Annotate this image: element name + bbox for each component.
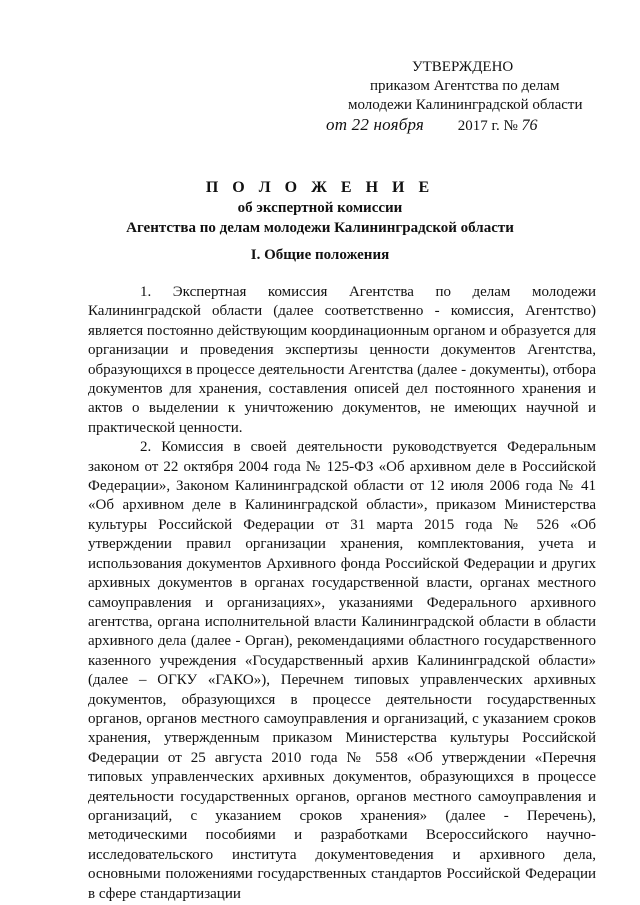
document-subtitle-2: Агентства по делам молодежи Калининградской области bbox=[126, 220, 514, 236]
document-title: П О Л О Ж Е Н И Е bbox=[205, 179, 435, 196]
approval-date-line bbox=[326, 115, 608, 136]
document-subtitle-1: об экспертной комиссии bbox=[237, 200, 403, 216]
approval-date-handwritten: от 22 ноября bbox=[326, 115, 425, 134]
document-body bbox=[88, 283, 596, 904]
paragraph-2: 2. Комиссия в своей деятельности руководствуется Федеральным законом от 22 октября 2004 года № 125-ФЗ «Об архивном деле в Российской Федерации», Законом Калининградской области от 12 июля 2006 года № 41 «Об архивном деле в Калининградской области», приказом Министерства культуры Российской Федерации от 31 марта 2015 года № 526 «Об утверждении правил организации хранения, комплектования, учета и использования документов Архивного фонда Российской Федерации и других архивных документов в органах государственной власти, органах местного самоуправления и организациях», указаниями Федерального архивного агентства, органа исполнительной власти Калининградской области в области архивного дела (далее - Орган), рекомендациями областного государственного казенного учреждения «Государственный архив Калининградской области» (далее – ОГКУ «ГАКО»), Перечнем типовых управленческих архивных документов, образующихся в процессе деятельности государственных органов, органов местного самоуправления и организаций, с указанием сроков хранения, утвержденным приказом Министерства культуры Российской Федерации от 25 августа 2010 года № 558 «Об утверждении «Перечня типовых управленческих архивных документов, образующихся в процессе деятельности государственных органов, органов местного самоуправления и организаций, с указанием сроков хранения» (далее - Перечень), методическими пособиями и разработками Всероссийского научно-исследовательского института документоведения и архивного дела, основными положениями государственных стандартов Российской Федерации в сфере стандартизации bbox=[88, 439, 596, 902]
approval-agency-line: молодежи Калининградской области bbox=[348, 97, 583, 113]
approval-year-number: 2017 г. № bbox=[457, 118, 518, 134]
approval-number-handwritten: 76 bbox=[521, 117, 538, 134]
approval-order-line: приказом Агентства по делам bbox=[370, 78, 560, 94]
approval-stamp bbox=[326, 58, 608, 136]
approval-title: УТВЕРЖДЕНО bbox=[412, 59, 514, 75]
paragraph-1: 1. Экспертная комиссия Агентства по делам молодежи Калининградской области (далее соответственно - комиссия, Агентство) является постоянно действующим координационным органом и образуется для организации и проведения экспертизы ценности документов Агентства, образующихся в процессе деятельности Агентства (далее - документы), отбора документов для хранения, составления описей дел постоянного хранения и актов о выделении к уничтожению документов, не имеющих научной и практической ценности. bbox=[88, 284, 596, 436]
document-title-block bbox=[0, 178, 640, 238]
section-heading: I. Общие положения bbox=[250, 247, 390, 263]
